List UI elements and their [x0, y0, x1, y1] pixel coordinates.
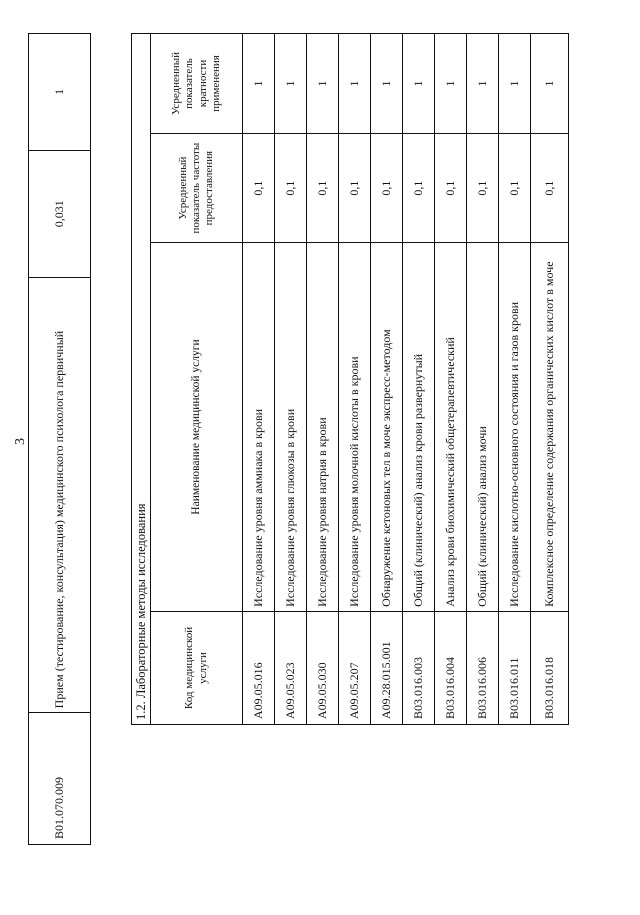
service-name: Исследование уровня глюкозы в крови	[275, 243, 307, 612]
frequency-value: 0,1	[275, 134, 307, 243]
frequency-value: 0,1	[435, 134, 467, 243]
multiplicity-value: 1	[339, 34, 371, 134]
multiplicity-value: 1	[531, 34, 569, 134]
service-code: B03.016.004	[435, 611, 467, 724]
frequency-value: 0,1	[499, 134, 531, 243]
frequency-value: 0,031	[29, 150, 91, 277]
page-number: 3	[13, 438, 28, 445]
frequency-value: 0,1	[371, 134, 403, 243]
service-name: Анализ крови биохимический общетерапевтический	[435, 243, 467, 612]
service-name: Исследование уровня аммиака в крови	[243, 243, 275, 612]
table-row	[435, 34, 467, 725]
service-code: B01.070.009	[29, 713, 91, 845]
table-row	[531, 34, 569, 725]
service-name: Комплексное определение содержания органических кислот в моче	[531, 243, 569, 612]
service-code: A09.05.023	[275, 611, 307, 724]
service-name: Исследование уровня молочной кислоты в крови	[339, 243, 371, 612]
table-row	[467, 34, 499, 725]
lab-methods-table	[131, 33, 569, 725]
service-name: Общий (клинический) анализ крови развернутый	[403, 243, 435, 612]
multiplicity-value: 1	[243, 34, 275, 134]
top-table	[28, 33, 91, 845]
multiplicity-value: 1	[371, 34, 403, 134]
table-row	[275, 34, 307, 725]
service-name: Исследование кислотно-основного состояния и газов крови	[499, 243, 531, 612]
service-name: Обнаружение кетоновых тел в моче экспресс-методом	[371, 243, 403, 612]
service-name: Прием (тестирование, консультация) медицинского психолога первичный	[29, 277, 91, 713]
service-code: B03.016.011	[499, 611, 531, 724]
multiplicity-value: 1	[29, 34, 91, 151]
header-multiplicity: Усредненный показатель кратности применения	[151, 34, 243, 134]
table-row	[339, 34, 371, 725]
frequency-value: 0,1	[531, 134, 569, 243]
frequency-value: 0,1	[403, 134, 435, 243]
frequency-value: 0,1	[339, 134, 371, 243]
header-frequency: Усредненный показатель частоты предоставления	[151, 134, 243, 243]
service-name: Общий (клинический) анализ мочи	[467, 243, 499, 612]
header-code: Код медицинской услуги	[151, 611, 243, 724]
service-code: A09.28.015.001	[371, 611, 403, 724]
multiplicity-value: 1	[307, 34, 339, 134]
service-code: B03.016.018	[531, 611, 569, 724]
service-code: B03.016.003	[403, 611, 435, 724]
table-row	[243, 34, 275, 725]
multiplicity-value: 1	[275, 34, 307, 134]
multiplicity-value: 1	[435, 34, 467, 134]
service-code: A09.05.207	[339, 611, 371, 724]
table-row	[403, 34, 435, 725]
table-row	[29, 34, 91, 845]
service-name: Исследование уровня натрия в крови	[307, 243, 339, 612]
service-code: B03.016.006	[467, 611, 499, 724]
frequency-value: 0,1	[307, 134, 339, 243]
multiplicity-value: 1	[467, 34, 499, 134]
section-title-row	[132, 34, 151, 725]
frequency-value: 0,1	[243, 134, 275, 243]
table-row	[371, 34, 403, 725]
service-code: A09.05.016	[243, 611, 275, 724]
table-row	[307, 34, 339, 725]
header-name: Наименование медицинской услуги	[151, 243, 243, 612]
multiplicity-value: 1	[499, 34, 531, 134]
service-code: A09.05.030	[307, 611, 339, 724]
multiplicity-value: 1	[403, 34, 435, 134]
frequency-value: 0,1	[467, 134, 499, 243]
header-row	[151, 34, 243, 725]
section-title: 1.2. Лабораторные методы исследования	[132, 34, 151, 725]
table-row	[499, 34, 531, 725]
